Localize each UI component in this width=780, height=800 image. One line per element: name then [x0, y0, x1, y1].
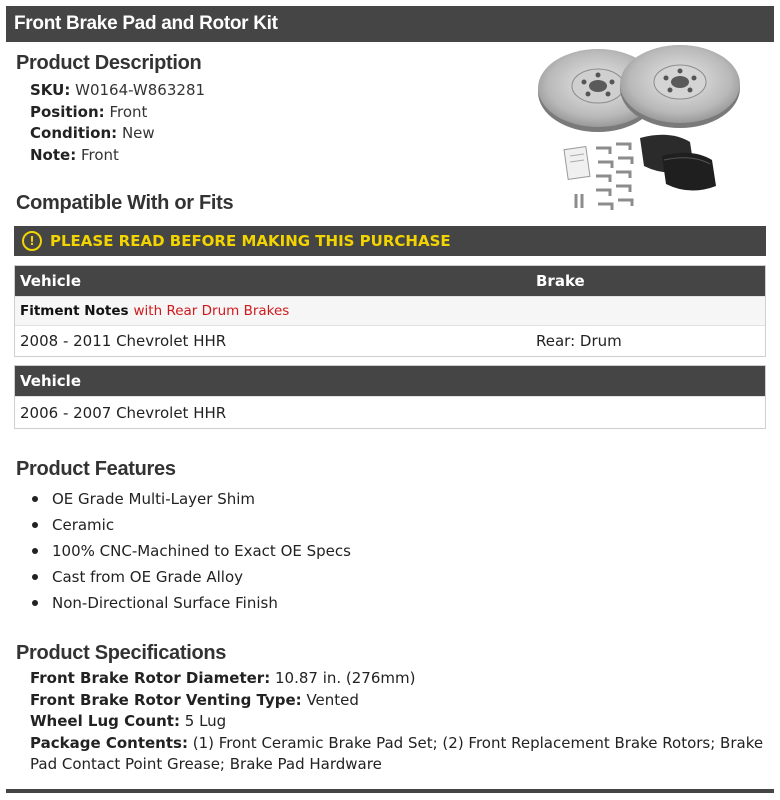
table-row — [15, 396, 765, 428]
table-row — [15, 325, 765, 356]
spec-value: (1) Front Ceramic Brake Pad Set; (2) Front Replacement Brake Rotors; Brake Pad Contact Point Grease; Brake Pad Hardware — [30, 733, 764, 773]
warning-icon: ! — [22, 231, 42, 251]
list-item: Non-Directional Surface Finish — [30, 592, 351, 618]
vehicle-cell: 2006 - 2007 Chevrolet HHR — [20, 403, 227, 422]
spec-label: Front Brake Rotor Diameter: — [30, 669, 271, 687]
rotor-icon — [620, 45, 740, 128]
product-features-list — [30, 488, 351, 618]
brake-pads-icon — [640, 135, 716, 191]
fitment-table-header — [15, 266, 765, 296]
product-description-list — [30, 80, 205, 166]
brake-column-header: Brake — [536, 272, 585, 290]
fitment-notes-label: Fitment Notes — [20, 303, 129, 319]
condition-row — [30, 123, 205, 145]
spec-value: 5 Lug — [184, 712, 227, 730]
position-value: Front — [109, 102, 148, 121]
spec-value: 10.87 in. (276mm) — [274, 669, 416, 687]
spec-label: Wheel Lug Count: — [30, 712, 180, 730]
rotor-venting-row — [30, 690, 770, 712]
sku-value: W0164-W863281 — [75, 81, 206, 99]
product-features-heading: Product Features — [16, 458, 176, 480]
sku-row — [30, 80, 205, 102]
sku-label: SKU: — [30, 81, 71, 99]
note-value: Front — [80, 145, 119, 164]
fitment-notes-value: with Rear Drum Brakes — [133, 303, 290, 319]
list-item: Cast from OE Grade Alloy — [30, 566, 351, 592]
bottom-divider — [6, 789, 774, 793]
product-description-heading: Product Description — [16, 52, 202, 74]
page-title: Front Brake Pad and Rotor Kit — [6, 6, 774, 42]
note-row — [30, 145, 205, 167]
vehicle-column-header: Vehicle — [20, 272, 81, 290]
list-item: 100% CNC-Machined to Exact OE Specs — [30, 540, 351, 566]
position-row — [30, 102, 205, 124]
note-label: Note: — [30, 145, 77, 164]
purchase-warning-banner — [14, 226, 766, 256]
list-item: OE Grade Multi-Layer Shim — [30, 488, 351, 514]
spec-label: Package Contents: — [30, 733, 188, 752]
list-item: Ceramic — [30, 514, 351, 540]
fitment-table-header — [15, 366, 765, 396]
spec-label: Front Brake Rotor Venting Type: — [30, 690, 302, 709]
lug-count-row — [30, 711, 770, 733]
position-label: Position: — [30, 102, 105, 121]
vehicle-column-header: Vehicle — [20, 372, 81, 390]
product-specifications-list — [30, 668, 770, 776]
grease-packet-icon — [564, 147, 590, 180]
fitment-table-1 — [14, 265, 766, 357]
fitment-table-2 — [14, 365, 766, 429]
vehicle-cell: 2008 - 2011 Chevrolet HHR — [20, 332, 227, 350]
rotor-diameter-row — [30, 668, 770, 690]
compatible-heading: Compatible With or Fits — [16, 192, 234, 214]
product-specifications-heading: Product Specifications — [16, 642, 227, 664]
condition-value: New — [121, 124, 155, 142]
brake-kit-product-image — [536, 44, 746, 224]
package-contents-row — [30, 733, 770, 776]
spec-value: Vented — [306, 690, 359, 709]
fitment-notes-row — [15, 296, 765, 325]
condition-label: Condition: — [30, 124, 118, 142]
brake-cell: Rear: Drum — [536, 332, 622, 350]
warning-text: PLEASE READ BEFORE MAKING THIS PURCHASE — [50, 232, 451, 250]
